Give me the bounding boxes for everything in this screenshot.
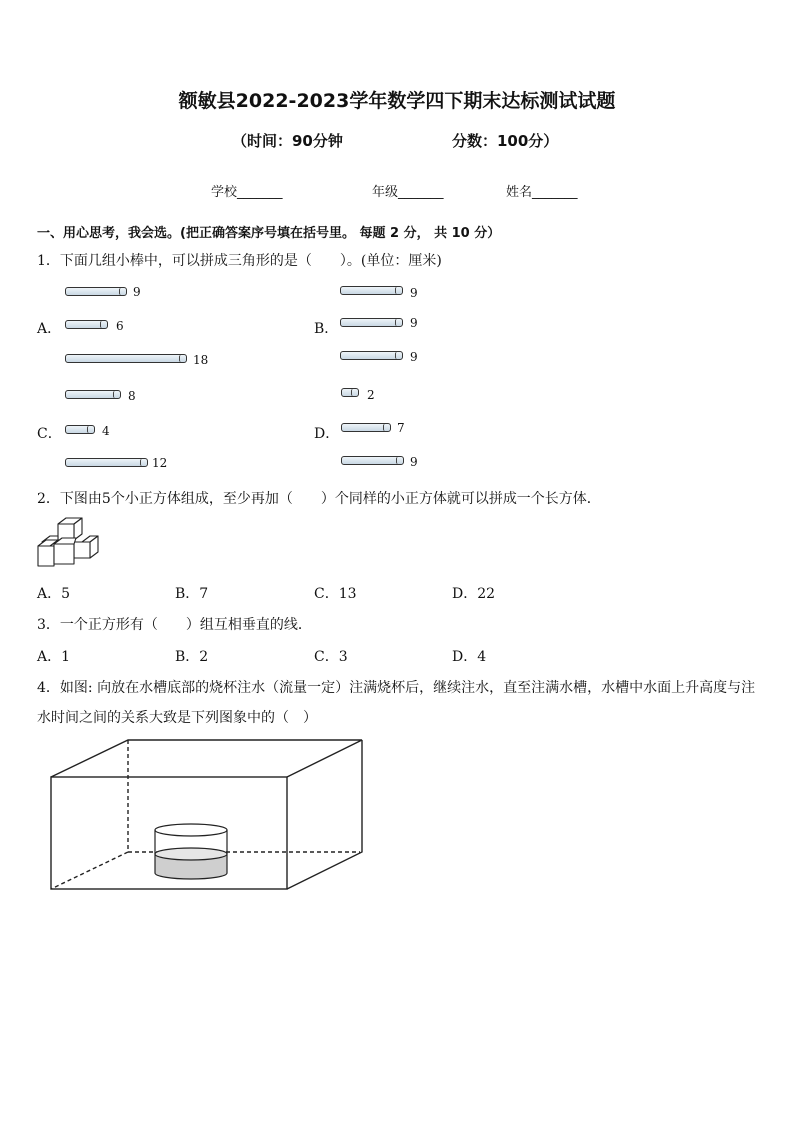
- school-field: 学校_______: [211, 185, 283, 200]
- stick: [341, 456, 404, 465]
- stick-length: 18: [193, 353, 209, 367]
- stick: [340, 318, 403, 327]
- section-heading: 一、用心思考，我会选。(把正确答案序号填在括号里。 每题 2 分， 共 10 分）: [37, 226, 501, 241]
- stick-length: 9: [410, 350, 418, 364]
- q3-option-d: D．4: [452, 649, 487, 665]
- question-4-line-2: 水时间之间的关系大致是下列图象中的（ ）: [37, 710, 317, 726]
- stick: [65, 425, 95, 434]
- q2-option-b: B．7: [175, 586, 209, 602]
- stick: [341, 388, 359, 397]
- water-tank-figure: [48, 736, 366, 896]
- stick-length: 9: [410, 316, 418, 330]
- option-label: A．: [37, 321, 62, 337]
- q3-option-c: C．3: [314, 649, 348, 665]
- stick-length: 12: [152, 456, 168, 470]
- question-3: 3．一个正方形有（ ）组互相垂直的线．: [37, 617, 312, 633]
- q3-option-b: B．2: [175, 649, 209, 665]
- option-label: C．: [37, 426, 62, 442]
- name-field: 姓名_______: [506, 185, 578, 200]
- stick-length: 2: [367, 388, 375, 402]
- option-label: B．: [314, 321, 339, 337]
- question-2: 2．下图由5个小正方体组成，至少再加（ ）个同样的小正方体就可以拼成一个长方体．: [37, 491, 601, 507]
- q2-option-a: A．5: [37, 586, 71, 602]
- q2-option-d: D．22: [452, 586, 496, 602]
- q2-option-c: C．13: [314, 586, 357, 602]
- question-4-line-1: 4．如图: 向放在水槽底部的烧杯注水（流量一定）注满烧杯后，继续注水，直至注满水槽，水槽中水面上升高度与注: [37, 680, 756, 696]
- page-title: 额敏县2022-2023学年数学四下期末达标测试试题: [178, 90, 616, 112]
- q3-option-a: A．1: [37, 649, 71, 665]
- stick-length: 7: [397, 421, 405, 435]
- total-score: 分数：100分）: [452, 132, 559, 150]
- option-label: D．: [314, 426, 340, 442]
- stick: [65, 320, 108, 329]
- stick: [341, 423, 391, 432]
- stick-length: 9: [133, 285, 141, 299]
- stick: [340, 351, 403, 360]
- stick: [65, 354, 187, 363]
- time-limit: （时间：90分钟: [232, 132, 343, 150]
- stick: [340, 286, 403, 295]
- question-1: 1．下面几组小棒中，可以拼成三角形的是（ ）。(单位：厘米): [37, 253, 442, 269]
- grade-field: 年级_______: [372, 185, 444, 200]
- stick-length: 9: [410, 455, 418, 469]
- stick-length: 8: [128, 389, 136, 403]
- stick: [65, 458, 148, 467]
- stick-length: 6: [116, 319, 124, 333]
- stick-length: 4: [102, 424, 110, 438]
- stick: [65, 390, 121, 399]
- stick-length: 9: [410, 286, 418, 300]
- cube-figure: [36, 516, 102, 570]
- stick: [65, 287, 127, 296]
